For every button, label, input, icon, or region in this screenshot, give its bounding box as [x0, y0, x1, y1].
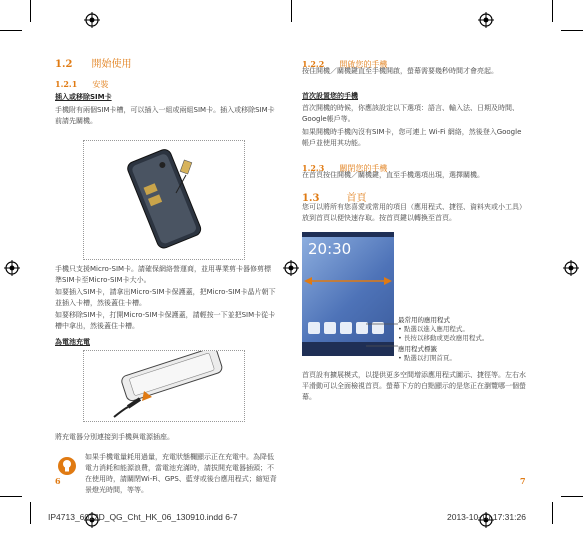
crop-mark — [552, 502, 553, 524]
section-number: 1.2.1 — [55, 79, 78, 89]
section-title: 開啟您的手機 — [339, 60, 388, 69]
crop-mark — [561, 30, 583, 31]
footer-datetime: 2013-10-10 17:31:26 — [447, 512, 526, 522]
charge-heading: 為電池充電 — [55, 338, 90, 346]
app-icon[interactable] — [308, 322, 320, 334]
section-title: 安裝 — [92, 80, 109, 89]
callout-bullet: • 點選以打開首頁。 — [398, 354, 456, 362]
registration-mark-left — [4, 260, 20, 276]
phone-charging-illustration — [84, 351, 244, 421]
section-number: 1.2.3 — [302, 163, 325, 173]
crop-mark — [561, 496, 583, 497]
app-icon[interactable] — [340, 322, 352, 334]
charging-figure — [83, 350, 245, 422]
section-heading-1-2-1 — [55, 72, 108, 91]
section-number: 1.2 — [55, 59, 73, 70]
section-number: 1.3 — [302, 193, 320, 204]
phone-back-sim-illustration — [84, 141, 244, 259]
sim-paragraph-4: 如要移除SIM卡，打開Micro-SIM卡保護蓋，請輕按一下並把SIM卡從卡槽中拿出，然後蓋住卡槽。 — [55, 311, 276, 330]
right-page — [302, 50, 528, 490]
home-paragraph: 您可以將所有您喜愛或常用的項目（應用程式、捷徑、資料夾或小工具）放到首頁以便快速存取。按首頁鍵以轉換至首頁。 — [302, 203, 526, 222]
crop-mark — [291, 0, 292, 22]
sim-heading: 插入或移除SIM卡 — [55, 93, 112, 101]
section-title: 關閉您的手機 — [339, 164, 388, 173]
clock-widget: 20:30 — [308, 240, 352, 258]
sim-paragraph-2: 手機只支援Micro-SIM卡。請確保網絡營運商，並用專業剪卡器修剪標準SIM卡至Micro-SIM卡大小。 — [55, 265, 272, 284]
page-number-right: 7 — [520, 476, 526, 486]
home-paragraph-2: 首頁設有擴展模式，以提供更多空間增添應用程式圖示、捷徑等。左右水平滑動可以全面檢視首頁。螢幕下方的白點顯示的是您正在瀏覽哪一個螢幕。 — [302, 371, 526, 401]
registration-mark-center — [283, 260, 299, 276]
sim-paragraph-1: 手機附有兩個SIM卡槽，可以插入一組或兩組SIM卡。插入或移除SIM卡前請先關機。 — [55, 106, 275, 125]
registration-mark-top-left — [84, 12, 100, 28]
callout-leader-lines — [362, 310, 402, 360]
charge-note: 如果手機電量耗用過量，充電狀態欄顯示正在充電中。為降低電力消耗和能源浪費，當電池充滿時，請拔開充電器插頭；不在使用時，請關閉Wi-Fi、GPS、藍芽或後台應用程式；縮短背景燈光時間，等等。 — [85, 453, 277, 494]
registration-mark-right — [563, 260, 579, 276]
page-number-left: 6 — [55, 476, 61, 486]
registration-mark-top-right — [478, 12, 494, 28]
crop-mark — [0, 496, 22, 497]
callout-title: 應用程式標籤 — [398, 345, 437, 353]
section-heading-1-2 — [55, 52, 132, 71]
swipe-arrows-icon — [304, 276, 392, 286]
charge-caption: 將充電器分別連接到手機與電源插座。 — [55, 433, 174, 441]
crop-mark — [0, 30, 22, 31]
tip-lightbulb-icon — [57, 456, 77, 476]
section-number: 1.2.2 — [302, 59, 325, 69]
footer-filename: IP4713_6012D_QG_Cht_HK_06_130910.indd 6-7 — [48, 512, 238, 522]
section-title: 開始使用 — [91, 59, 132, 70]
left-page — [55, 50, 280, 494]
poweron-paragraph: 按住開機／關機鍵直至手機開啟，螢幕需要幾秒時間才會亮起。 — [302, 67, 498, 75]
callout-tab — [398, 345, 528, 363]
crop-mark — [30, 502, 31, 524]
callout-bullet: • 點選以進入應用程式。 — [398, 325, 469, 333]
sim-paragraph-3: 如要插入SIM卡，請拿出Micro-SIM卡保護蓋，把Micro-SIM卡晶片朝下並插入卡槽，然後蓋住卡槽。 — [55, 288, 276, 307]
sim-figure — [83, 140, 245, 260]
section-title: 首頁 — [346, 193, 367, 204]
poweroff-paragraph: 在首頁按住開機／關機鍵，直至手機選項出現，選擇關機。 — [302, 171, 484, 179]
setup-heading: 首次設置您的手機 — [302, 92, 358, 100]
app-icon[interactable] — [324, 322, 336, 334]
setup-paragraph-1: 首次開機的時候，你應該設定以下選項：語言、輸入法、日期及時間、Google帳戶等。 — [302, 104, 519, 123]
callout-apps — [398, 316, 528, 343]
setup-paragraph-2: 如果開機時手機內沒有SIM卡，您可連上 Wi-Fi 網絡，然後登入Google帳戶並使用其功能。 — [302, 128, 522, 147]
callout-bullet: • 長按以移動或更改應用程式。 — [398, 334, 489, 342]
crop-mark — [552, 0, 553, 22]
callout-title: 最常用的應用程式 — [398, 316, 450, 324]
crop-mark — [30, 0, 31, 22]
status-bar — [302, 232, 394, 237]
